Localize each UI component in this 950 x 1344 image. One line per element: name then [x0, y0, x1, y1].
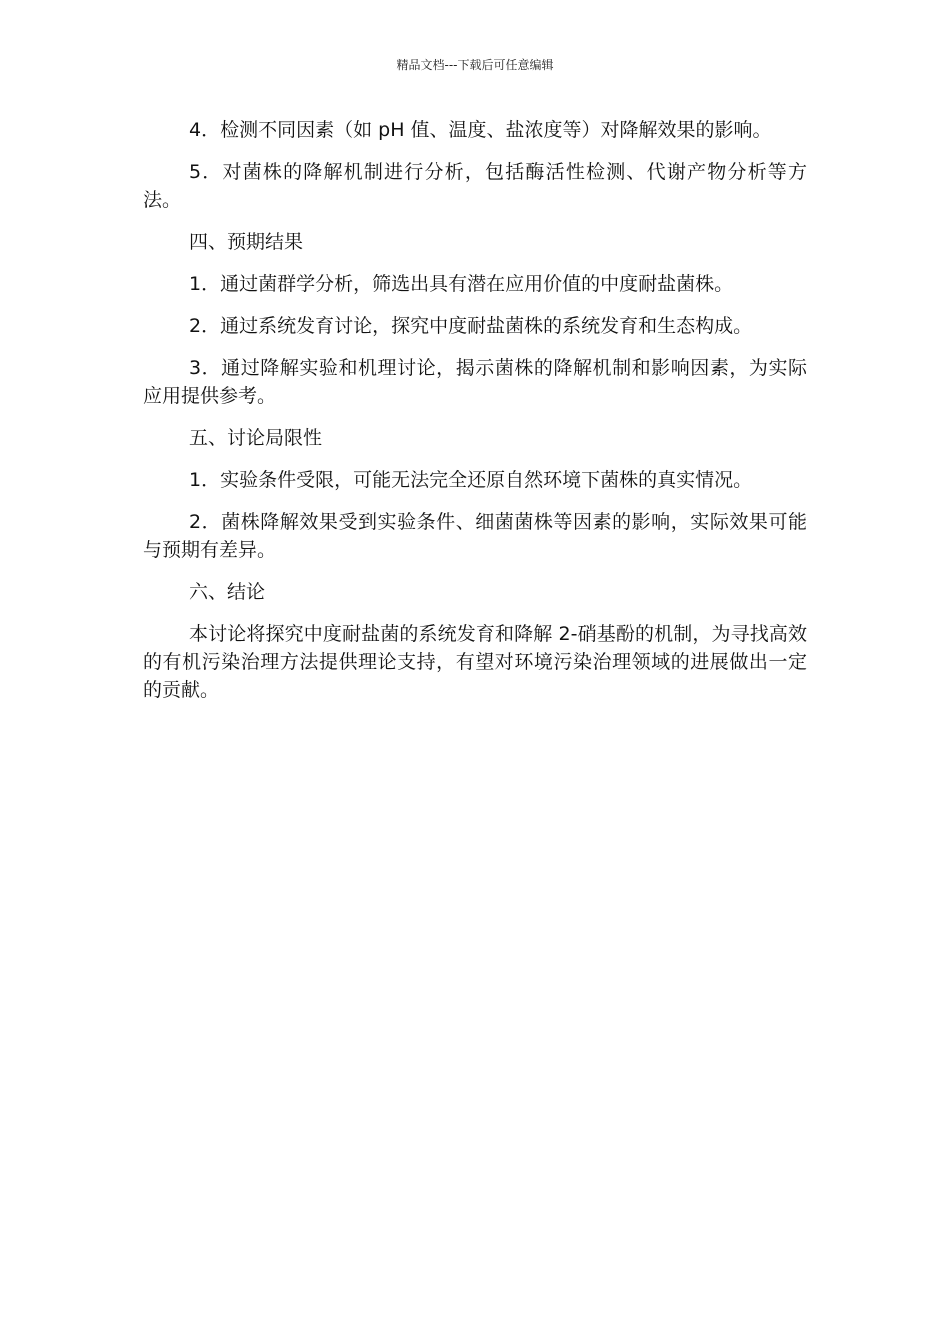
document-body: [143, 116, 807, 718]
list-item-mechanism-analysis: 5．对菌株的降解机制进行分析，包括酶活性检测、代谢产物分析等方法。: [143, 161, 807, 211]
page-header: 精品文档---下载后可任意编辑: [396, 58, 554, 72]
list-item-result-3: 3．通过降解实验和机理讨论，揭示菌株的降解机制和影响因素，为实际应用提供参考。: [143, 357, 807, 407]
list-item-limitation-1: 1．实验条件受限，可能无法完全还原自然环境下菌株的真实情况。: [189, 469, 753, 491]
conclusion-paragraph: 本讨论将探究中度耐盐菌的系统发育和降解 2-硝基酚的机制，为寻找高效的有机污染治理方法提供理论支持，有望对环境污染治理领域的进展做出一定的贡献。: [143, 623, 807, 701]
list-item-detection-factors: 4．检测不同因素（如 pH 值、温度、盐浓度等）对降解效果的影响。: [189, 119, 772, 141]
list-item-limitation-2: 2．菌株降解效果受到实验条件、细菌菌株等因素的影响，实际效果可能与预期有差异。: [143, 511, 807, 561]
section-heading-conclusion: 六、结论: [189, 581, 266, 603]
list-item-result-1: 1．通过菌群学分析，筛选出具有潜在应用价值的中度耐盐菌株。: [189, 273, 734, 295]
section-heading-limitations: 五、讨论局限性: [189, 427, 323, 449]
list-item-result-2: 2．通过系统发育讨论，探究中度耐盐菌株的系统发育和生态构成。: [189, 315, 753, 337]
section-heading-expected-results: 四、预期结果: [189, 231, 304, 253]
